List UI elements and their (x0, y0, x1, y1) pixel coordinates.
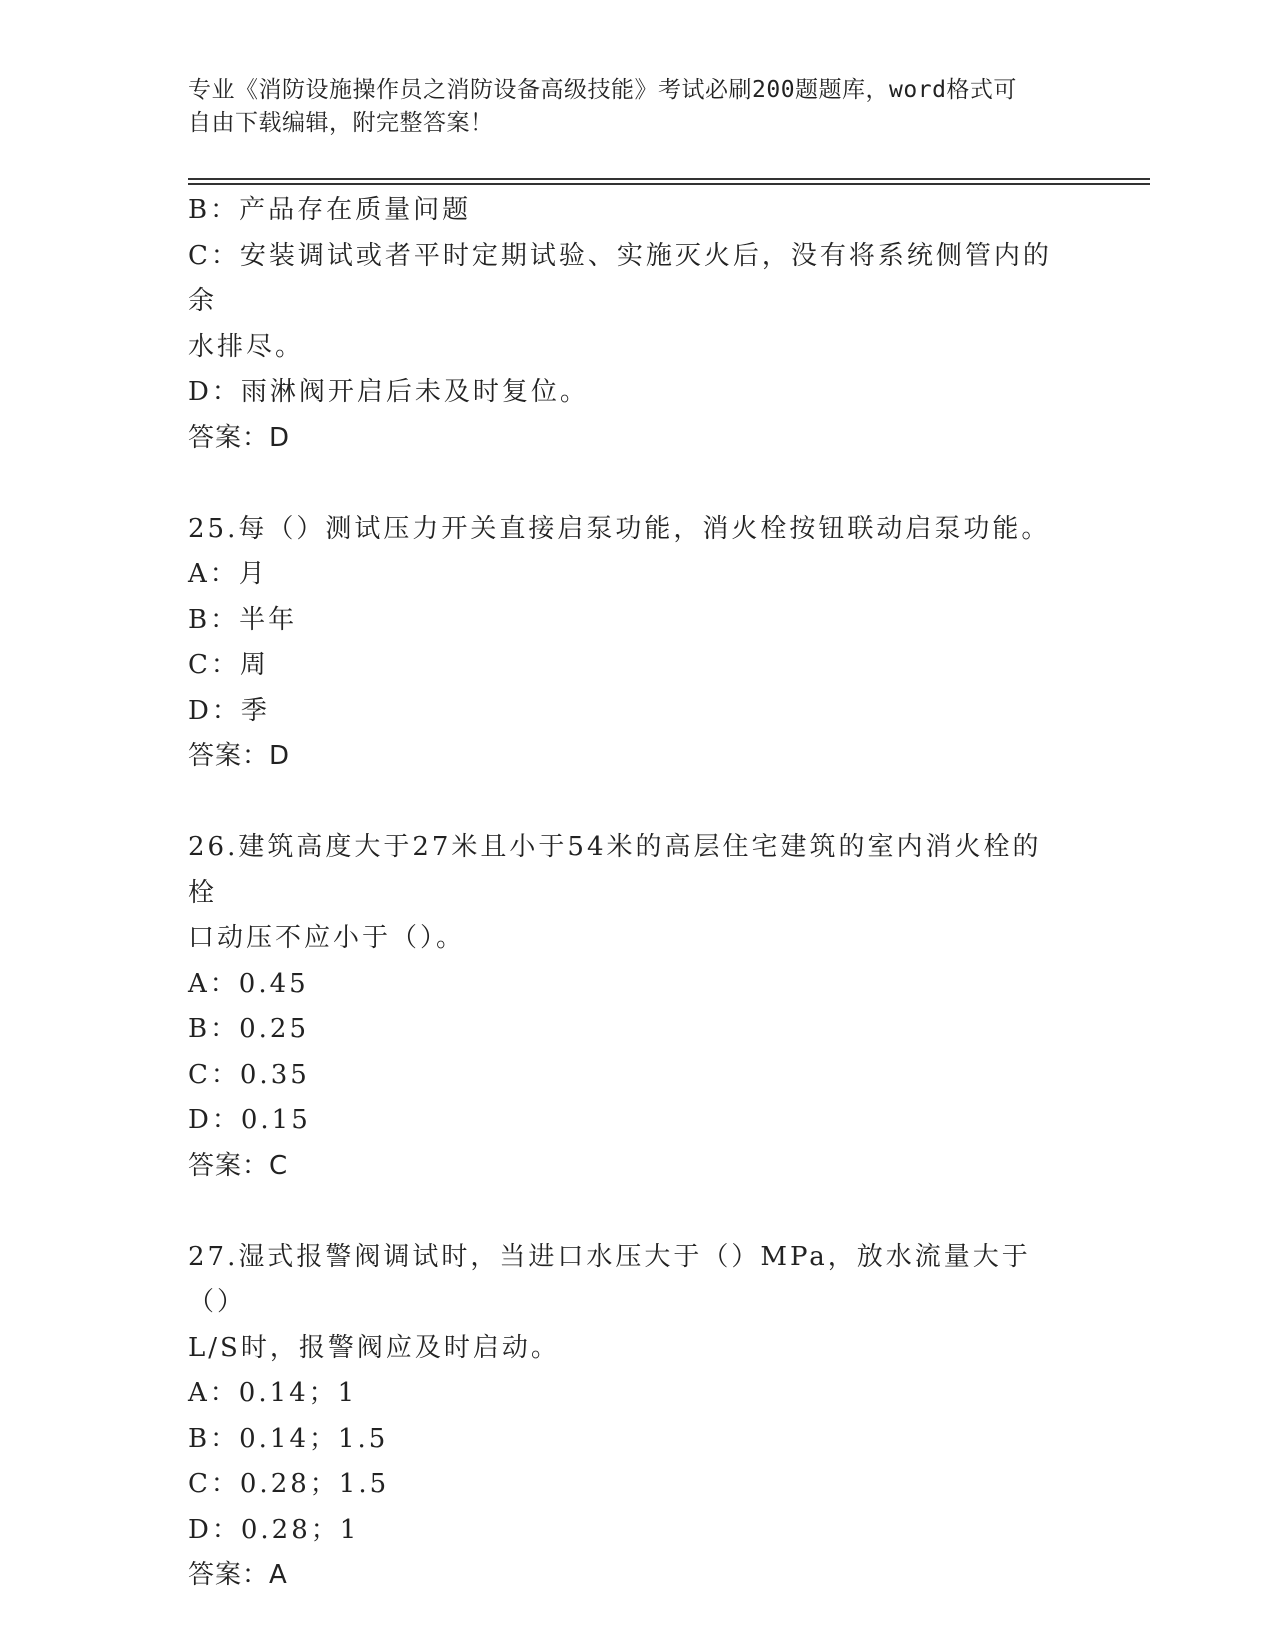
question-24-continued (188, 188, 1068, 461)
option-a: A：0.45 (188, 968, 309, 999)
option-a: A：月 (188, 559, 268, 589)
document-header (188, 74, 1068, 140)
question-stem: 26.建筑高度大于27米且小于54米的高层住宅建筑的室内消火栓的栓 (188, 832, 1042, 908)
option-c: C：0.35 (188, 1059, 310, 1090)
option-b: B：半年 (188, 604, 298, 635)
option-b: B：产品存在质量问题 (188, 195, 472, 225)
option-d: D：雨淋阀开启后未及时复位。 (188, 377, 589, 407)
question-25 (188, 507, 1068, 780)
option-b: B：0.14；1.5 (188, 1423, 389, 1454)
option-a: A：0.14；1 (188, 1378, 358, 1408)
spacer (188, 780, 1068, 826)
question-26 (188, 825, 1068, 1189)
option-d: D：0.28；1 (188, 1514, 360, 1545)
option-c: C：周 (188, 650, 269, 680)
header-line-2: 自由下载编辑，附完整答案！ (188, 110, 494, 136)
question-stem: 25.每（）测试压力开关直接启泵功能，消火栓按钮联动启泵功能。 (188, 513, 1051, 544)
question-stem-continued: 口动压不应小于（）。 (188, 923, 466, 953)
option-c: C：0.28；1.5 (188, 1469, 390, 1499)
spacer (188, 1189, 1068, 1235)
answer: 答案：D (188, 422, 291, 453)
question-27 (188, 1235, 1068, 1599)
option-c-continued: 水排尽。 (188, 331, 305, 362)
option-d: D：季 (188, 695, 270, 726)
answer: 答案：A (188, 1560, 288, 1590)
spacer (188, 461, 1068, 507)
answer: 答案：D (188, 741, 291, 771)
answer: 答案：C (188, 1150, 289, 1181)
header-rule-top (188, 178, 1150, 180)
question-stem: 27.湿式报警阀调试时，当进口水压大于（）MPa，放水流量大于（） (188, 1241, 1031, 1317)
option-c: C：安装调试或者平时定期试验、实施灭火后，没有将系统侧管内的余 (188, 240, 1052, 316)
question-stem-continued: L/S时，报警阀应及时启动。 (188, 1332, 560, 1363)
header-line-1: 专业《消防设施操作员之消防设备高级技能》考试必刷200题题库，word格式可 (188, 77, 1017, 103)
header-rule-bottom (188, 183, 1150, 185)
question-content (188, 188, 1068, 1599)
option-b: B：0.25 (188, 1014, 309, 1044)
option-d: D：0.15 (188, 1105, 311, 1135)
